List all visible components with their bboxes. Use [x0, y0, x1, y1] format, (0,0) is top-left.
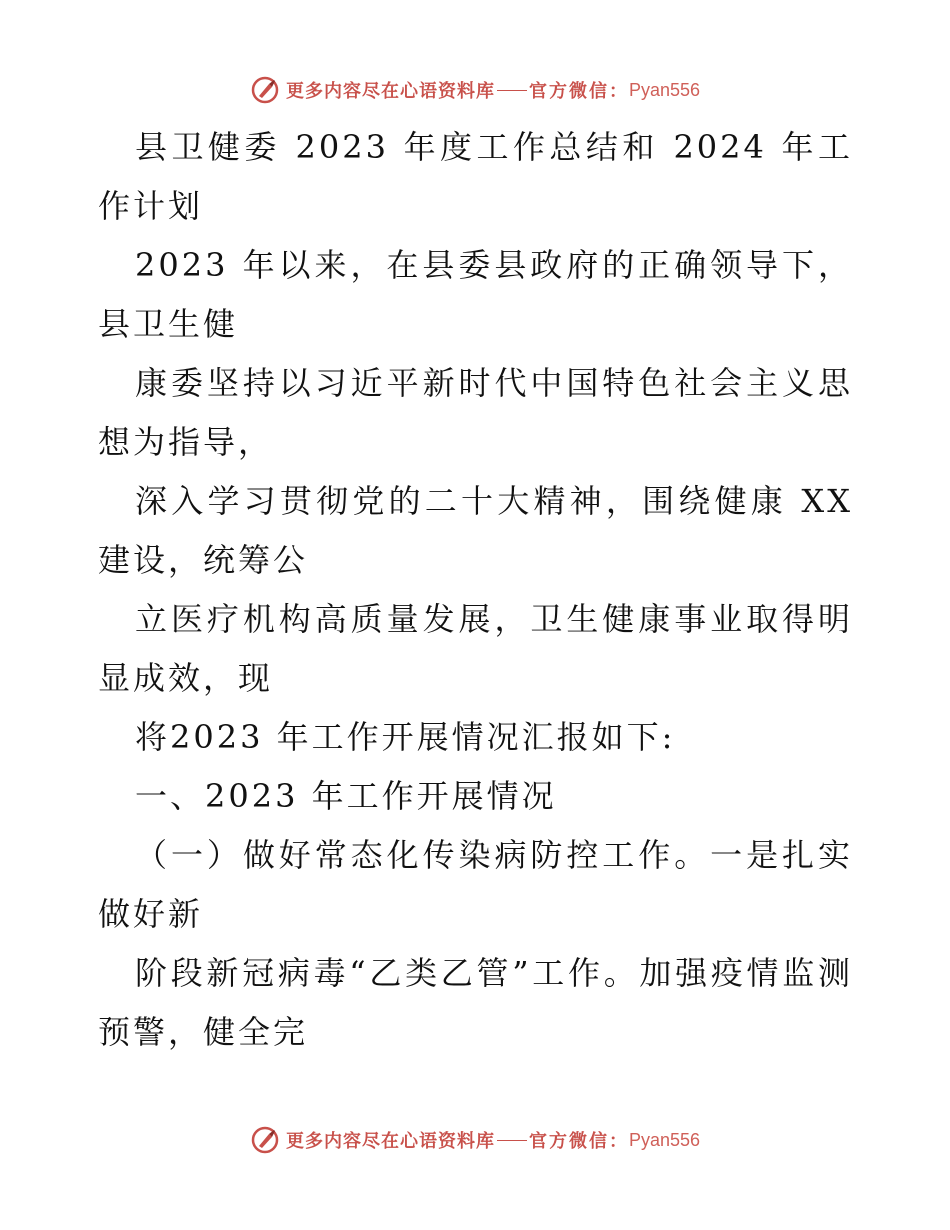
paragraph: 将2023 年工作开展情况汇报如下:	[135, 718, 676, 756]
paragraph: 2023 年以来，在县委县政府的正确领导下，县卫生健	[98, 246, 853, 343]
header-watermark-banner	[0, 70, 950, 110]
paragraph: （一）做好常态化传染病防控工作。一是扎实做好新	[98, 836, 853, 933]
watermark-wechat-label: 官方微信：	[528, 81, 629, 102]
watermark-wechat-id: Pyan556	[628, 1129, 701, 1150]
document-body	[98, 118, 853, 1062]
document-title: 县卫健委 2023 年度工作总结和 2024 年工作计划	[98, 128, 853, 225]
footer-watermark-banner	[0, 1120, 950, 1160]
paragraph: 康委坚持以习近平新时代中国特色社会主义思想为指导，	[98, 364, 853, 461]
pen-nib-logo-icon	[250, 1125, 280, 1155]
watermark-wechat-label: 官方微信：	[528, 1131, 629, 1152]
watermark-wechat-id: Pyan556	[628, 79, 701, 100]
paragraph: 阶段新冠病毒“乙类乙管”工作。加强疫情监测预警，健全完	[98, 954, 853, 1051]
section-heading: 一、2023 年工作开展情况	[135, 777, 557, 815]
paragraph: 立医疗机构高质量发展，卫生健康事业取得明显成效，现	[98, 600, 853, 697]
watermark-brand-text: 更多内容尽在心语资料库	[285, 1131, 495, 1152]
watermark-dash	[497, 1140, 527, 1141]
watermark-dash	[497, 90, 527, 91]
watermark-brand-text: 更多内容尽在心语资料库	[285, 81, 495, 102]
paragraph: 深入学习贯彻党的二十大精神，围绕健康 XX 建设，统筹公	[98, 482, 853, 579]
pen-nib-logo-icon	[250, 75, 280, 105]
